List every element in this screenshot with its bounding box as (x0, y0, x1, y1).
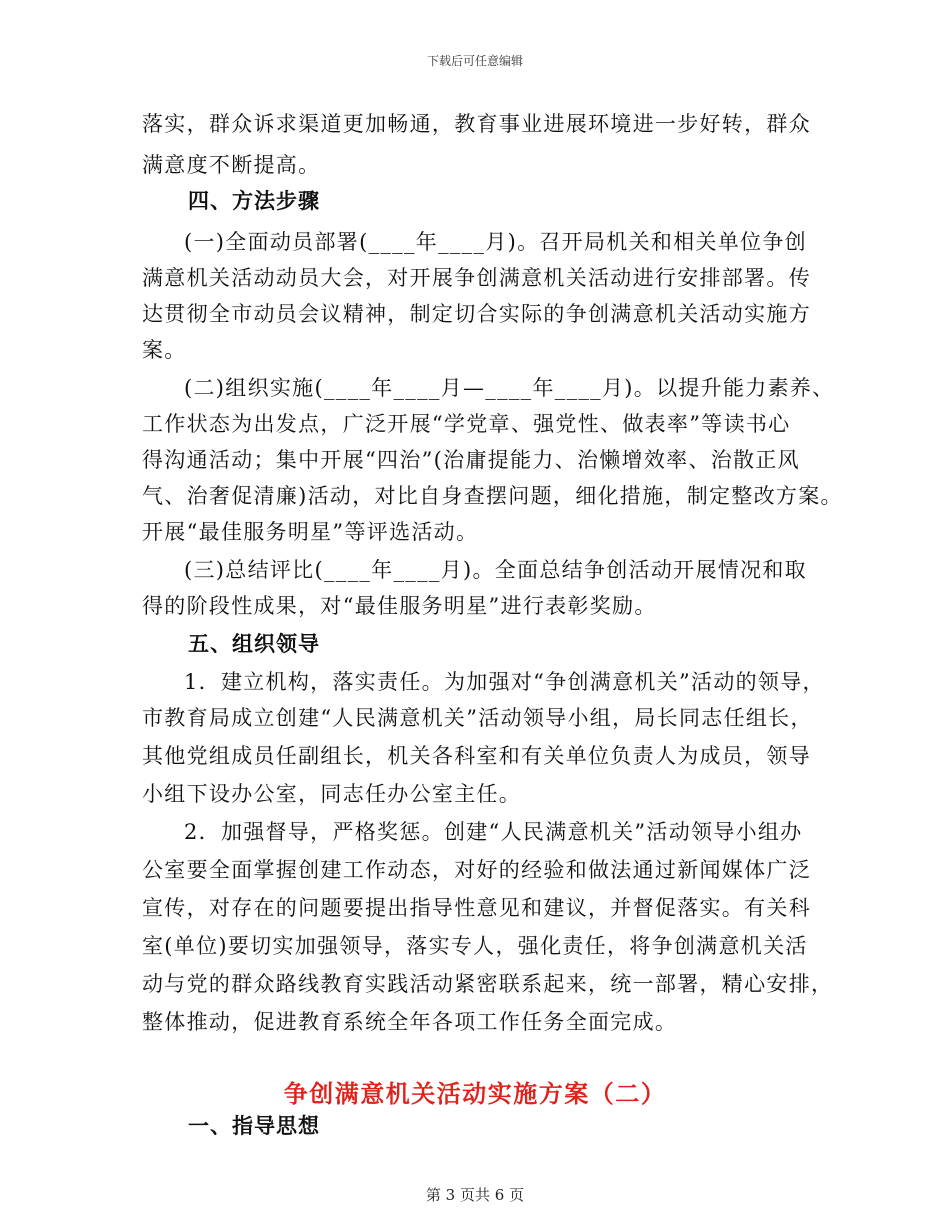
page-header: 下载后可任意编辑 (426, 54, 523, 68)
paragraph-line: 2．加强督导，严格奖惩。创建“人民满意机关”活动领导小组办 (184, 820, 803, 844)
paragraph-line: 开展“最佳服务明星”等评选活动。 (142, 520, 479, 544)
paragraph-line: 得沟通活动；集中开展“四治”(治庸提能力、治懒增效率、治散正风 (142, 448, 800, 472)
paragraph-line: 市教育局成立创建“人民满意机关”活动领导小组，局长同志任组长， (142, 706, 813, 730)
paragraph-line: 气、治奢促清廉)活动，对比自身查摆问题，细化措施，制定整改方案。 (142, 484, 843, 508)
paragraph-line: (三)总结评比(____年____月)。全面总结争创活动开展情况和取 (184, 558, 807, 582)
paragraph-line: 小组下设办公室，同志任办公室主任。 (142, 782, 522, 806)
paragraph-line: 整体推动，促进教育系统全年各项工作任务全面完成。 (142, 1010, 678, 1034)
paragraph-line: 公室要全面掌握创建工作动态，对好的经验和做法通过新闻媒体广泛 (142, 858, 811, 882)
section-heading: 五、组织领导 (188, 632, 320, 656)
paragraph-line: 宣传，对存在的问题要提出指导性意见和建议，并督促落实。有关科 (142, 896, 811, 920)
paragraph-line: (二)组织实施(____年____月—____年____月)。以提升能力素养、 (184, 376, 835, 400)
section-heading: 一、指导思想 (188, 1114, 320, 1138)
paragraph-line: 室(单位)要切实加强领导，落实专人，强化责任，将争创满意机关活 (142, 934, 808, 958)
paragraph-line: (一)全面动员部署(____年____月)。召开局机关和相关单位争创 (184, 230, 807, 254)
paragraph-line: 满意机关活动动员大会，对开展争创满意机关活动进行安排部署。传 (142, 266, 811, 290)
section-title: 争创满意机关活动实施方案（二） (283, 1080, 667, 1108)
paragraph-line: 满意度不断提高。 (142, 153, 321, 177)
paragraph-line: 动与党的群众路线教育实践活动紧密联系起来，统一部署，精心安排， (142, 972, 834, 996)
page-footer: 第 3 页共 6 页 (425, 1186, 525, 1204)
paragraph-line: 得的阶段性成果，对“最佳服务明星”进行表彰奖励。 (142, 594, 657, 618)
paragraph-line: 其他党组成员任副组长，机关各科室和有关单位负责人为成员，领导 (142, 744, 811, 768)
paragraph-line: 工作状态为出发点，广泛开展“学党章、强党性、做表率”等读书心 (142, 412, 791, 436)
paragraph-line: 案。 (142, 338, 187, 362)
paragraph-line: 落实，群众诉求渠道更加畅通，教育事业进展环境进一步好转，群众 (142, 112, 811, 136)
paragraph-line: 达贯彻全市动员会议精神，制定切合实际的争创满意机关活动实施方 (142, 302, 811, 326)
section-heading: 四、方法步骤 (188, 189, 320, 213)
paragraph-line: 1．建立机构，落实责任。为加强对“争创满意机关”活动的领导， (184, 670, 825, 694)
